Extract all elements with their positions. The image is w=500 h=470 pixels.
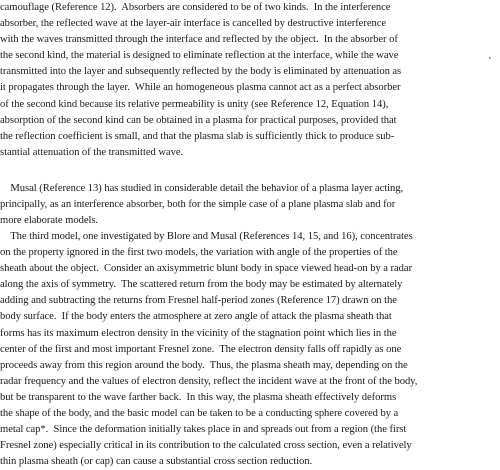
text-line: the reflection coefficient is small, and that the plasma slab is sufficiently thick to produce sub- — [0, 130, 395, 142]
text-line: Musal (Reference 13) has studied in considerable detail the behavior of a plasma layer acting, — [0, 183, 404, 194]
text-line: the second kind, the material is designed to eliminate reflection at the interface, while the wave — [0, 50, 399, 62]
text-line: with the waves transmitted through the interface and reflected by the object. In the absorber of — [0, 34, 398, 46]
text-line: adding and subtracting the returns from Fresnel half-period zones (Reference 17) drawn on the — [0, 295, 397, 307]
text-line: the shape of the body, and the basic model can be taken to be a conducting sphere covered by a — [0, 408, 399, 420]
text-line: sheath about the object. Consider an axisymmetric blunt body in space viewed head-on by a radar — [0, 263, 413, 275]
text-line: proceeds away from this region around the body. Thus, the plasma sheath may, depending on the — [0, 359, 408, 371]
text-line: stantial attenuation of the transmitted wave. — [0, 146, 184, 158]
text-line: forms has its maximum electron density in the vicinity of the stagnation point which lies in the — [0, 327, 397, 339]
text-line: along the axis of symmetry. The scattered return from the body may be estimated by alternately — [0, 279, 403, 291]
text-line: principally, as an interference absorber, both for the simple case of a plane plasma slab and for — [0, 199, 396, 211]
text-line: body surface. If the body enters the atmosphere at zero angle of attack the plasma sheath that — [0, 311, 392, 323]
text-line: absorption of the second kind can be obtained in a plasma for practical purposes, provided that — [0, 114, 397, 126]
paragraph-absorber-kinds — [0, 0, 500, 161]
paragraph-musal — [0, 181, 500, 229]
text-line: metal cap*. Since the deformation initially takes place in and spreads out from a region (the first — [0, 424, 407, 436]
text-line: radar frequency and the values of electron density, reflect the incident wave at the front of the body, — [0, 375, 418, 387]
text-line: it propagates through the layer. While an homogeneous plasma cannot act as a perfect absorber — [0, 82, 401, 94]
text-line: more elaborate models. — [0, 215, 99, 227]
text-line: on the property ignored in the first two models, the variation with angle of the properties of the — [0, 247, 398, 259]
text-line: thin plasma sheath (or cap) can cause a substantial cross section reduction. — [0, 456, 313, 468]
text-line: transmitted into the layer and subsequently reflected by the body is eliminated by attenuation as — [0, 66, 402, 78]
text-line: The third model, one investigated by Blore and Musal (References 14, 15, and 16), concentrates — [0, 231, 413, 242]
margin-mark: ' — [489, 56, 491, 67]
text-line: of the second kind because its relative permeability is unity (see Reference 12, Equation 14), — [0, 98, 389, 110]
paragraph-third-model — [0, 229, 500, 470]
text-line: Fresnel zone) especially critical in its contribution to the calculated cross section, even a relatively — [0, 440, 412, 452]
text-line: center of the first and most important Fresnel zone. The electron density falls off rapidly as one — [0, 343, 402, 355]
text-line: but be transparent to the wave farther back. In this way, the plasma sheath effectively deforms — [0, 391, 397, 403]
text-line: camouflage (Reference 12). Absorbers are considered to be of two kinds. In the interference — [0, 2, 391, 13]
text-line: absorber, the reflected wave at the layer-air interface is cancelled by destructive interference — [0, 18, 387, 30]
